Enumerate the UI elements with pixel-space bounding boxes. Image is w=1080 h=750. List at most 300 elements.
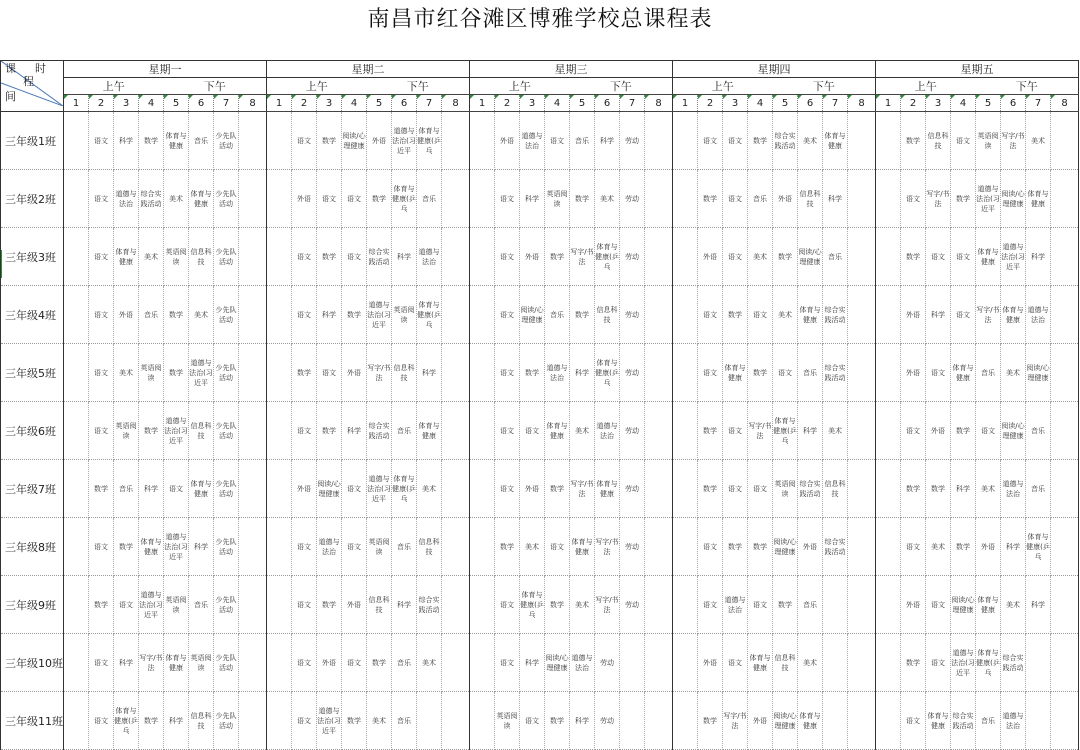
subject-cell[interactable]: 语文	[89, 518, 114, 576]
subject-cell[interactable]: 语文	[292, 692, 317, 750]
subject-cell[interactable]: 体育与健康	[976, 228, 1001, 286]
subject-cell[interactable]: 音乐	[392, 692, 417, 750]
subject-cell[interactable]: 外语	[901, 286, 926, 344]
subject-cell[interactable]: 数学	[748, 518, 773, 576]
subject-cell[interactable]: 语文	[723, 228, 748, 286]
subject-cell[interactable]	[645, 402, 673, 460]
subject-cell[interactable]	[64, 692, 89, 750]
subject-cell[interactable]: 体育与健康(乒乓	[1026, 518, 1051, 576]
subject-cell[interactable]: 语文	[89, 170, 114, 228]
class-name[interactable]: 三年级4班	[1, 286, 64, 344]
subject-cell[interactable]: 音乐	[798, 344, 823, 402]
subject-cell[interactable]: 劳动	[620, 576, 645, 634]
subject-cell[interactable]: 语文	[951, 286, 976, 344]
subject-cell[interactable]	[645, 518, 673, 576]
subject-cell[interactable]	[470, 518, 495, 576]
subject-cell[interactable]: 数学	[495, 518, 520, 576]
subject-cell[interactable]: 道德与法治	[595, 402, 620, 460]
subject-cell[interactable]: 数学	[317, 112, 342, 170]
subject-cell[interactable]: 体育与健康	[189, 170, 214, 228]
subject-cell[interactable]	[239, 402, 267, 460]
subject-cell[interactable]: 数学	[545, 576, 570, 634]
subject-cell[interactable]: 信息科技	[189, 402, 214, 460]
subject-cell[interactable]: 综合实践活动	[823, 344, 848, 402]
subject-cell[interactable]	[848, 228, 876, 286]
subject-cell[interactable]	[442, 576, 470, 634]
subject-cell[interactable]	[673, 228, 698, 286]
subject-cell[interactable]: 综合实践活动	[417, 576, 442, 634]
subject-cell[interactable]: 美术	[798, 634, 823, 692]
subject-cell[interactable]: 道德与法治(习近平	[139, 576, 164, 634]
subject-cell[interactable]: 数学	[901, 228, 926, 286]
subject-cell[interactable]: 少先队活动	[214, 634, 239, 692]
subject-cell[interactable]: 美术	[748, 228, 773, 286]
subject-cell[interactable]: 体育与健康	[723, 344, 748, 402]
subject-cell[interactable]: 少先队活动	[214, 692, 239, 750]
subject-cell[interactable]: 语文	[89, 286, 114, 344]
subject-cell[interactable]	[442, 170, 470, 228]
subject-cell[interactable]: 劳动	[620, 170, 645, 228]
subject-cell[interactable]	[848, 170, 876, 228]
subject-cell[interactable]: 语文	[723, 460, 748, 518]
subject-cell[interactable]: 音乐	[1026, 460, 1051, 518]
subject-cell[interactable]	[823, 576, 848, 634]
subject-cell[interactable]	[673, 170, 698, 228]
subject-cell[interactable]: 体育与健康(乒乓	[417, 112, 442, 170]
subject-cell[interactable]: 英语阅读	[495, 692, 520, 750]
subject-cell[interactable]: 体育与健康	[951, 344, 976, 402]
subject-cell[interactable]: 写字/书法	[570, 460, 595, 518]
class-name[interactable]: 三年级5班	[1, 344, 64, 402]
subject-cell[interactable]	[876, 634, 901, 692]
subject-cell[interactable]: 语文	[926, 228, 951, 286]
subject-cell[interactable]: 外语	[520, 460, 545, 518]
subject-cell[interactable]	[673, 112, 698, 170]
subject-cell[interactable]: 综合实践活动	[367, 228, 392, 286]
subject-cell[interactable]: 语文	[926, 344, 951, 402]
subject-cell[interactable]: 阅读/心理健康	[951, 576, 976, 634]
subject-cell[interactable]: 写字/书法	[367, 344, 392, 402]
subject-cell[interactable]: 体育与健康(乒乓	[595, 344, 620, 402]
subject-cell[interactable]: 写字/书法	[926, 170, 951, 228]
subject-cell[interactable]: 体育与健康	[189, 460, 214, 518]
class-name[interactable]: 三年级7班	[1, 460, 64, 518]
subject-cell[interactable]	[239, 576, 267, 634]
subject-cell[interactable]: 科学	[392, 228, 417, 286]
subject-cell[interactable]: 道德与法治(习近平	[164, 518, 189, 576]
subject-cell[interactable]: 美术	[1026, 112, 1051, 170]
subject-cell[interactable]	[239, 286, 267, 344]
subject-cell[interactable]: 音乐	[189, 112, 214, 170]
subject-cell[interactable]: 英语阅读	[164, 576, 189, 634]
subject-cell[interactable]: 综合实践活动	[951, 692, 976, 750]
subject-cell[interactable]: 数学	[570, 170, 595, 228]
subject-cell[interactable]: 道德与法治(习近平	[976, 170, 1001, 228]
subject-cell[interactable]: 外语	[976, 518, 1001, 576]
subject-cell[interactable]: 综合实践活动	[823, 286, 848, 344]
subject-cell[interactable]: 音乐	[748, 170, 773, 228]
subject-cell[interactable]	[239, 518, 267, 576]
subject-cell[interactable]: 语文	[292, 228, 317, 286]
subject-cell[interactable]: 数学	[89, 460, 114, 518]
subject-cell[interactable]: 语文	[698, 576, 723, 634]
subject-cell[interactable]: 语文	[698, 286, 723, 344]
subject-cell[interactable]: 美术	[139, 228, 164, 286]
class-name[interactable]: 三年级3班	[1, 228, 64, 286]
subject-cell[interactable]	[673, 460, 698, 518]
subject-cell[interactable]: 外语	[292, 460, 317, 518]
subject-cell[interactable]	[267, 170, 292, 228]
subject-cell[interactable]: 劳动	[620, 402, 645, 460]
subject-cell[interactable]	[442, 460, 470, 518]
subject-cell[interactable]: 语文	[89, 112, 114, 170]
subject-cell[interactable]: 外语	[317, 634, 342, 692]
subject-cell[interactable]: 数学	[723, 286, 748, 344]
subject-cell[interactable]: 道德与法治	[317, 518, 342, 576]
subject-cell[interactable]	[673, 634, 698, 692]
subject-cell[interactable]: 语文	[926, 576, 951, 634]
subject-cell[interactable]: 美术	[1001, 344, 1026, 402]
subject-cell[interactable]	[64, 228, 89, 286]
subject-cell[interactable]: 体育与健康	[545, 402, 570, 460]
subject-cell[interactable]: 科学	[520, 634, 545, 692]
subject-cell[interactable]: 数学	[723, 518, 748, 576]
subject-cell[interactable]: 音乐	[139, 286, 164, 344]
subject-cell[interactable]	[267, 692, 292, 750]
subject-cell[interactable]: 少先队活动	[214, 402, 239, 460]
subject-cell[interactable]: 少先队活动	[214, 286, 239, 344]
subject-cell[interactable]: 道德与法治	[114, 170, 139, 228]
subject-cell[interactable]	[1051, 344, 1079, 402]
subject-cell[interactable]	[470, 692, 495, 750]
subject-cell[interactable]	[645, 692, 673, 750]
subject-cell[interactable]: 语文	[342, 634, 367, 692]
subject-cell[interactable]: 写字/书法	[595, 576, 620, 634]
subject-cell[interactable]	[267, 286, 292, 344]
subject-cell[interactable]: 道德与法治	[723, 576, 748, 634]
subject-cell[interactable]: 体育与健康(乒乓	[773, 402, 798, 460]
subject-cell[interactable]: 综合实践活动	[823, 518, 848, 576]
subject-cell[interactable]: 体育与健康(乒乓	[520, 576, 545, 634]
subject-cell[interactable]: 美术	[1001, 576, 1026, 634]
subject-cell[interactable]: 少先队活动	[214, 460, 239, 518]
subject-cell[interactable]: 数学	[901, 112, 926, 170]
subject-cell[interactable]: 道德与法治	[1001, 692, 1026, 750]
subject-cell[interactable]	[64, 518, 89, 576]
subject-cell[interactable]: 体育与健康(乒乓	[595, 228, 620, 286]
subject-cell[interactable]: 数学	[342, 692, 367, 750]
subject-cell[interactable]: 信息科技	[773, 634, 798, 692]
subject-cell[interactable]: 音乐	[392, 518, 417, 576]
subject-cell[interactable]: 美术	[520, 518, 545, 576]
subject-cell[interactable]: 语文	[901, 170, 926, 228]
subject-cell[interactable]	[442, 228, 470, 286]
subject-cell[interactable]: 语文	[495, 286, 520, 344]
subject-cell[interactable]: 英语阅读	[545, 170, 570, 228]
subject-cell[interactable]	[876, 692, 901, 750]
subject-cell[interactable]: 外语	[292, 170, 317, 228]
subject-cell[interactable]: 语文	[545, 112, 570, 170]
subject-cell[interactable]: 科学	[392, 576, 417, 634]
subject-cell[interactable]	[470, 170, 495, 228]
subject-cell[interactable]	[442, 112, 470, 170]
subject-cell[interactable]: 外语	[901, 344, 926, 402]
subject-cell[interactable]: 阅读/心理健康	[773, 692, 798, 750]
subject-cell[interactable]	[876, 518, 901, 576]
subject-cell[interactable]: 体育与健康	[164, 634, 189, 692]
subject-cell[interactable]: 信息科技	[798, 170, 823, 228]
subject-cell[interactable]: 体育与健康(乒乓	[392, 170, 417, 228]
subject-cell[interactable]: 数学	[901, 460, 926, 518]
subject-cell[interactable]: 道德与法治	[520, 112, 545, 170]
subject-cell[interactable]: 数学	[164, 286, 189, 344]
subject-cell[interactable]: 外语	[698, 634, 723, 692]
subject-cell[interactable]: 道德与法治(习近平	[1001, 228, 1026, 286]
subject-cell[interactable]: 科学	[139, 460, 164, 518]
subject-cell[interactable]: 体育与健康	[798, 692, 823, 750]
subject-cell[interactable]	[645, 112, 673, 170]
subject-cell[interactable]: 语文	[317, 344, 342, 402]
subject-cell[interactable]: 语文	[901, 518, 926, 576]
subject-cell[interactable]: 综合实践活动	[773, 112, 798, 170]
subject-cell[interactable]: 科学	[595, 112, 620, 170]
subject-cell[interactable]	[267, 112, 292, 170]
subject-cell[interactable]: 语文	[723, 634, 748, 692]
subject-cell[interactable]: 音乐	[392, 402, 417, 460]
subject-cell[interactable]: 信息科技	[367, 576, 392, 634]
subject-cell[interactable]: 科学	[114, 112, 139, 170]
subject-cell[interactable]	[848, 344, 876, 402]
subject-cell[interactable]: 语文	[292, 518, 317, 576]
subject-cell[interactable]: 劳动	[620, 460, 645, 518]
subject-cell[interactable]: 科学	[520, 170, 545, 228]
subject-cell[interactable]: 音乐	[417, 170, 442, 228]
subject-cell[interactable]	[442, 692, 470, 750]
subject-cell[interactable]: 劳动	[620, 228, 645, 286]
subject-cell[interactable]: 语文	[901, 402, 926, 460]
subject-cell[interactable]: 数学	[698, 170, 723, 228]
subject-cell[interactable]: 美术	[570, 402, 595, 460]
subject-cell[interactable]: 阅读/心理健康	[317, 460, 342, 518]
subject-cell[interactable]: 道德与法治(习近平	[367, 286, 392, 344]
subject-cell[interactable]: 阅读/心理健康	[1026, 344, 1051, 402]
subject-cell[interactable]: 写字/书法	[976, 286, 1001, 344]
subject-cell[interactable]: 道德与法治	[545, 344, 570, 402]
subject-cell[interactable]: 体育与健康	[748, 634, 773, 692]
subject-cell[interactable]: 数学	[545, 692, 570, 750]
subject-cell[interactable]: 数学	[545, 460, 570, 518]
subject-cell[interactable]	[64, 576, 89, 634]
subject-cell[interactable]	[64, 460, 89, 518]
class-name[interactable]: 三年级10班	[1, 634, 64, 692]
subject-cell[interactable]	[823, 634, 848, 692]
subject-cell[interactable]: 数学	[926, 460, 951, 518]
subject-cell[interactable]	[470, 344, 495, 402]
subject-cell[interactable]	[673, 286, 698, 344]
subject-cell[interactable]	[1051, 286, 1079, 344]
subject-cell[interactable]: 数学	[951, 518, 976, 576]
subject-cell[interactable]	[620, 692, 645, 750]
subject-cell[interactable]: 美术	[773, 286, 798, 344]
subject-cell[interactable]	[1051, 170, 1079, 228]
subject-cell[interactable]: 语文	[342, 170, 367, 228]
subject-cell[interactable]	[239, 170, 267, 228]
subject-cell[interactable]: 写字/书法	[723, 692, 748, 750]
subject-cell[interactable]	[1051, 634, 1079, 692]
subject-cell[interactable]: 语文	[926, 634, 951, 692]
subject-cell[interactable]: 美术	[976, 460, 1001, 518]
subject-cell[interactable]	[442, 634, 470, 692]
subject-cell[interactable]: 体育与健康	[595, 460, 620, 518]
subject-cell[interactable]	[64, 170, 89, 228]
subject-cell[interactable]: 数学	[520, 344, 545, 402]
subject-cell[interactable]	[267, 460, 292, 518]
subject-cell[interactable]	[239, 112, 267, 170]
subject-cell[interactable]	[64, 112, 89, 170]
subject-cell[interactable]: 外语	[520, 228, 545, 286]
subject-cell[interactable]: 数学	[901, 634, 926, 692]
subject-cell[interactable]: 外语	[114, 286, 139, 344]
subject-cell[interactable]	[645, 286, 673, 344]
subject-cell[interactable]	[848, 112, 876, 170]
subject-cell[interactable]	[848, 518, 876, 576]
subject-cell[interactable]	[1051, 228, 1079, 286]
subject-cell[interactable]: 英语阅读	[367, 518, 392, 576]
subject-cell[interactable]: 体育与健康	[570, 518, 595, 576]
subject-cell[interactable]: 外语	[698, 228, 723, 286]
subject-cell[interactable]: 写字/书法	[748, 402, 773, 460]
subject-cell[interactable]: 数学	[164, 344, 189, 402]
subject-cell[interactable]: 语文	[520, 692, 545, 750]
subject-cell[interactable]: 美术	[164, 170, 189, 228]
subject-cell[interactable]: 阅读/心理健康	[798, 228, 823, 286]
subject-cell[interactable]: 语文	[342, 518, 367, 576]
subject-cell[interactable]: 道德与法治(习近平	[317, 692, 342, 750]
subject-cell[interactable]: 数学	[342, 286, 367, 344]
subject-cell[interactable]: 科学	[570, 692, 595, 750]
subject-cell[interactable]: 数学	[139, 692, 164, 750]
subject-cell[interactable]: 语文	[89, 402, 114, 460]
subject-cell[interactable]: 语文	[495, 344, 520, 402]
subject-cell[interactable]: 信息科技	[595, 286, 620, 344]
subject-cell[interactable]	[645, 228, 673, 286]
subject-cell[interactable]: 语文	[495, 576, 520, 634]
subject-cell[interactable]: 美术	[570, 576, 595, 634]
subject-cell[interactable]	[267, 576, 292, 634]
subject-cell[interactable]: 音乐	[976, 344, 1001, 402]
subject-cell[interactable]: 体育与健康	[139, 518, 164, 576]
subject-cell[interactable]: 写字/书法	[139, 634, 164, 692]
subject-cell[interactable]	[848, 286, 876, 344]
subject-cell[interactable]: 外语	[798, 518, 823, 576]
subject-cell[interactable]	[645, 634, 673, 692]
subject-cell[interactable]: 劳动	[620, 344, 645, 402]
subject-cell[interactable]: 道德与法治	[417, 228, 442, 286]
subject-cell[interactable]	[645, 576, 673, 634]
subject-cell[interactable]: 语文	[292, 634, 317, 692]
subject-cell[interactable]: 体育与健康(乒乓	[114, 692, 139, 750]
subject-cell[interactable]: 体育与健康(乒乓	[417, 286, 442, 344]
subject-cell[interactable]	[1026, 634, 1051, 692]
subject-cell[interactable]	[442, 286, 470, 344]
subject-cell[interactable]: 阅读/心理健康	[773, 518, 798, 576]
subject-cell[interactable]	[442, 344, 470, 402]
subject-cell[interactable]: 数学	[748, 112, 773, 170]
subject-cell[interactable]: 语文	[292, 286, 317, 344]
subject-cell[interactable]: 语文	[114, 576, 139, 634]
subject-cell[interactable]	[823, 692, 848, 750]
subject-cell[interactable]	[64, 402, 89, 460]
class-name[interactable]: 三年级11班	[1, 692, 64, 750]
subject-cell[interactable]: 少先队活动	[214, 518, 239, 576]
subject-cell[interactable]: 语文	[495, 460, 520, 518]
subject-cell[interactable]: 数学	[773, 576, 798, 634]
subject-cell[interactable]	[267, 518, 292, 576]
subject-cell[interactable]: 语文	[342, 228, 367, 286]
subject-cell[interactable]: 信息科技	[417, 518, 442, 576]
subject-cell[interactable]: 信息科技	[392, 344, 417, 402]
subject-cell[interactable]: 数学	[698, 460, 723, 518]
subject-cell[interactable]	[267, 228, 292, 286]
subject-cell[interactable]: 数学	[139, 112, 164, 170]
subject-cell[interactable]: 道德与法治(习近平	[951, 634, 976, 692]
subject-cell[interactable]: 少先队活动	[214, 170, 239, 228]
subject-cell[interactable]: 数学	[773, 228, 798, 286]
subject-cell[interactable]: 数学	[317, 228, 342, 286]
subject-cell[interactable]	[876, 112, 901, 170]
subject-cell[interactable]: 道德与法治	[570, 634, 595, 692]
subject-cell[interactable]	[239, 344, 267, 402]
subject-cell[interactable]	[876, 170, 901, 228]
subject-cell[interactable]	[470, 460, 495, 518]
subject-cell[interactable]: 科学	[798, 402, 823, 460]
subject-cell[interactable]: 阅读/心理健康	[1001, 170, 1026, 228]
subject-cell[interactable]: 数学	[114, 518, 139, 576]
subject-cell[interactable]: 科学	[1001, 518, 1026, 576]
subject-cell[interactable]: 科学	[951, 460, 976, 518]
class-name[interactable]: 三年级9班	[1, 576, 64, 634]
subject-cell[interactable]: 语文	[723, 170, 748, 228]
subject-cell[interactable]: 道德与法治(习近平	[392, 112, 417, 170]
subject-cell[interactable]	[239, 634, 267, 692]
subject-cell[interactable]	[239, 692, 267, 750]
subject-cell[interactable]	[645, 344, 673, 402]
subject-cell[interactable]: 外语	[342, 344, 367, 402]
subject-cell[interactable]: 美术	[823, 402, 848, 460]
subject-cell[interactable]: 数学	[951, 402, 976, 460]
subject-cell[interactable]: 外语	[495, 112, 520, 170]
subject-cell[interactable]: 科学	[114, 634, 139, 692]
subject-cell[interactable]: 英语阅读	[139, 344, 164, 402]
subject-cell[interactable]: 语文	[164, 460, 189, 518]
subject-cell[interactable]	[876, 228, 901, 286]
subject-cell[interactable]: 语文	[748, 286, 773, 344]
subject-cell[interactable]: 信息科技	[823, 460, 848, 518]
subject-cell[interactable]: 语文	[520, 402, 545, 460]
subject-cell[interactable]	[64, 286, 89, 344]
subject-cell[interactable]: 劳动	[620, 112, 645, 170]
subject-cell[interactable]: 语文	[951, 228, 976, 286]
subject-cell[interactable]: 体育与健康	[926, 692, 951, 750]
subject-cell[interactable]: 阅读/心理健康	[520, 286, 545, 344]
subject-cell[interactable]: 科学	[823, 170, 848, 228]
subject-cell[interactable]: 语文	[317, 170, 342, 228]
subject-cell[interactable]	[470, 228, 495, 286]
subject-cell[interactable]	[470, 286, 495, 344]
subject-cell[interactable]: 体育与健康	[823, 112, 848, 170]
subject-cell[interactable]: 体育与健康	[114, 228, 139, 286]
class-name[interactable]: 三年级8班	[1, 518, 64, 576]
